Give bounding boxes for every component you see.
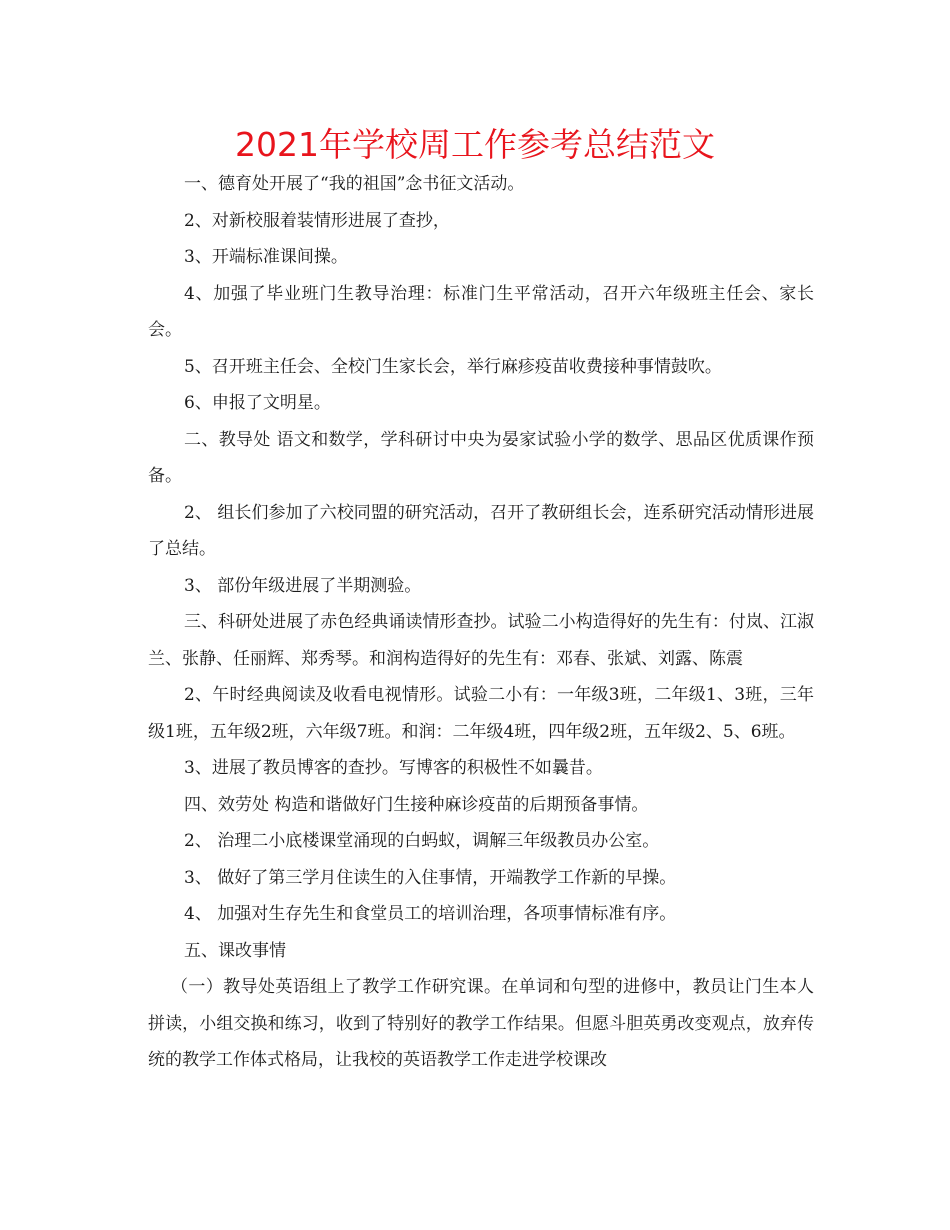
paragraph: 3、 部份年级进展了半期测验。 (184, 575, 422, 596)
paragraph: 5、召开班主任会、全校门生家长会，举行麻疹疫苗收费接种事情鼓吹。 (184, 356, 722, 377)
document-title: 2021年学校周工作参考总结范文 (235, 125, 715, 164)
paragraph: 2、午时经典阅读及收看电视情形。试验二小有：一年级3班，二年级1、3班，三年级1班，五年级2班，六年级7班。和润：二年级4班，四年级2班，五年级2、5、6班。 (148, 685, 814, 742)
paragraph: 四、效劳处 构造和谐做好门生接种麻诊疫苗的后期预备事情。 (184, 794, 649, 815)
paragraph: 3、进展了教员博客的查抄。写博客的积极性不如曩昔。 (184, 758, 603, 778)
paragraph: 2、 治理二小底楼课堂涌现的白蚂蚁，调解三年级教员办公室。 (184, 831, 660, 851)
paragraph: 2、 组长们参加了六校同盟的研究活动，召开了教研组长会，连系研究活动情形进展了总结。 (148, 502, 814, 559)
paragraph: 三、科研处进展了赤色经典诵读情形查抄。试验二小构造得好的先生有：付岚、江淑兰、张静、任丽辉、郑秀琴。和润构造得好的先生有：邓春、张斌、刘露、陈震 (148, 612, 814, 669)
paragraph: 6、申报了文明星。 (184, 393, 331, 413)
paragraph: 3、开端标准课间操。 (184, 247, 348, 267)
document-body (148, 166, 814, 1079)
paragraph: 二、教导处 语文和数学，学科研讨中央为晏家试验小学的数学、思品区优质课作预备。 (148, 429, 814, 486)
paragraph: 3、 做好了第三学月住读生的入住事情，开端教学工作新的早操。 (184, 867, 677, 888)
paragraph: 2、对新校服着装情形进展了查抄， (184, 210, 450, 231)
paragraph: 4、加强了毕业班门生教导治理：标准门生平常活动，召开六年级班主任会、家长会。 (148, 283, 814, 340)
paragraph: 五、课改事情 (184, 940, 286, 961)
paragraph: （一）教导处英语组上了教学工作研究课。在单词和句型的进修中，教员让门生本人拼读，小组交换和练习，收到了特别好的教学工作结果。但愿斗胆英勇改变观点，放弃传统的教学工作体式格局，让我校的英语教学工作走进学校课改 (148, 977, 814, 1070)
paragraph: 4、 加强对生存先生和食堂员工的培训治理，各项事情标准有序。 (184, 904, 677, 924)
paragraph: 一、德育处开展了“我的祖国”念书征文活动。 (184, 174, 525, 194)
